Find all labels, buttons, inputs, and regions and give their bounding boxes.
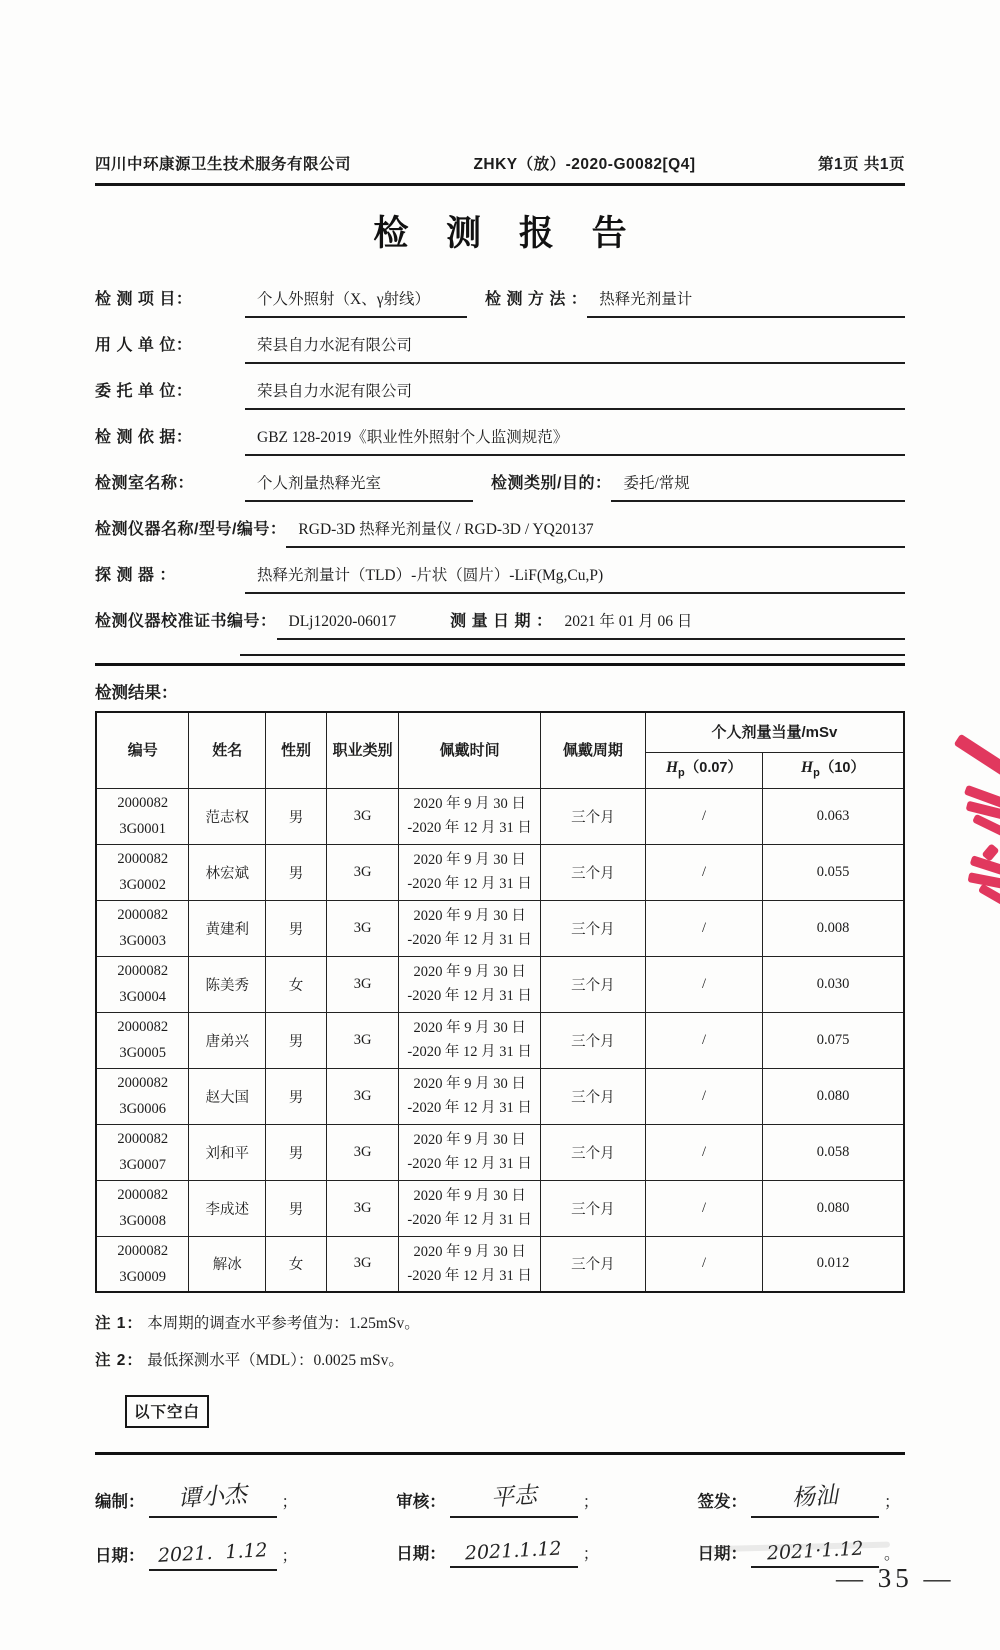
cell-name: 唐弟兴: [189, 1012, 266, 1068]
field-label: 检 测 项 目：: [95, 291, 193, 308]
cell-period: 三个月: [540, 956, 645, 1012]
cell-wear-time: 2020 年 9 月 30 日 -2020 年 12 月 31 日: [399, 1124, 540, 1180]
reviewed-date: 2021.1.12: [464, 1537, 563, 1565]
cell-name: 陈美秀: [189, 956, 266, 1012]
cell-no: 2000082 3G0003: [96, 900, 189, 956]
prepared-by-signature: 谭小杰: [177, 1481, 248, 1513]
separator-thin-rule: [240, 654, 905, 656]
cell-period: 三个月: [540, 1124, 645, 1180]
cell-period: 三个月: [540, 900, 645, 956]
note-label: 注 1：: [95, 1315, 143, 1332]
cell-job: 3G: [326, 1068, 399, 1124]
cell-hp10: 0.055: [763, 844, 904, 900]
field-label: 检测仪器校准证书编号：: [95, 613, 277, 630]
cell-hp10: 0.058: [763, 1124, 904, 1180]
cell-wear-time: 2020 年 9 月 30 日 -2020 年 12 月 31 日: [399, 900, 540, 956]
cell-hp10: 0.030: [763, 956, 904, 1012]
note-label: 注 2：: [95, 1352, 143, 1369]
cell-period: 三个月: [540, 1236, 645, 1292]
cell-hp10: 0.063: [763, 788, 904, 844]
col-header-hp007: $H_p(0.07)$: [645, 752, 762, 788]
cell-hp007: /: [645, 956, 762, 1012]
cell-hp007: /: [645, 1236, 762, 1292]
cell-wear-time: 2020 年 9 月 30 日 -2020 年 12 月 31 日: [399, 956, 540, 1012]
cell-no: 2000082 3G0008: [96, 1180, 189, 1236]
cell-job: 3G: [326, 900, 399, 956]
cell-period: 三个月: [540, 844, 645, 900]
field-value: 个人外照射（X、γ射线）: [245, 287, 467, 318]
cell-period: 三个月: [540, 788, 645, 844]
cell-no: 2000082 3G0001: [96, 788, 189, 844]
cell-sex: 男: [266, 900, 327, 956]
table-row: [96, 900, 904, 956]
cell-name: 范志权: [189, 788, 266, 844]
cell-hp007: /: [645, 1124, 762, 1180]
table-row: [96, 956, 904, 1012]
field-row-detector: [95, 562, 905, 594]
field-label: 检 测 方 法 ：: [485, 291, 588, 308]
field-row-lab: [95, 470, 905, 502]
field-row-employer: [95, 332, 905, 364]
field-label: 检 测 依 据：: [95, 429, 193, 446]
cell-no: 2000082 3G0007: [96, 1124, 189, 1180]
punctuation: ；: [883, 1494, 900, 1511]
cell-sex: 男: [266, 1180, 327, 1236]
cell-job: 3G: [326, 788, 399, 844]
cell-job: 3G: [326, 1236, 399, 1292]
cell-sex: 男: [266, 1012, 327, 1068]
field-value: 热释光剂量计: [587, 287, 905, 318]
prepared-by-label: 编制：: [95, 1493, 145, 1511]
table-row: [96, 1236, 904, 1292]
field-value: 2021 年 01 月 06 日: [564, 613, 693, 630]
cell-hp10: 0.012: [763, 1236, 904, 1292]
cell-sex: 男: [266, 1068, 327, 1124]
field-value: 荣县自力水泥有限公司: [245, 333, 905, 364]
book-page-number: — 35 —: [836, 1563, 955, 1593]
field-label: 委 托 单 位：: [95, 383, 193, 400]
cell-hp10: 0.075: [763, 1012, 904, 1068]
cell-wear-time: 2020 年 9 月 30 日 -2020 年 12 月 31 日: [399, 844, 540, 900]
issued-by-label: 签发：: [697, 1493, 747, 1511]
cell-name: 黄建利: [189, 900, 266, 956]
field-value: 热释光剂量计（TLD）-片状（圆片）-LiF(Mg,Cu,P): [245, 563, 905, 594]
punctuation: ；: [281, 1548, 298, 1565]
prepared-date-line: [149, 1540, 277, 1571]
field-row-client: [95, 378, 905, 410]
table-row: [96, 1124, 904, 1180]
col-header-sex: 性别: [266, 712, 327, 788]
note-2: [95, 1348, 905, 1370]
col-header-period: 佩戴周期: [540, 712, 645, 788]
table-row: [96, 844, 904, 900]
doc-number: ZHKY（放）-2020-G0082[Q4]: [473, 156, 696, 173]
cell-job: 3G: [326, 1124, 399, 1180]
signature-col-reviewed: [396, 1481, 599, 1593]
col-header-wear-time: 佩戴时间: [399, 712, 540, 788]
cell-no: 2000082 3G0006: [96, 1068, 189, 1124]
date-label: 日期：: [95, 1547, 145, 1565]
note-1: [95, 1311, 905, 1333]
field-row-basis: [95, 424, 905, 456]
cell-period: 三个月: [540, 1180, 645, 1236]
doc-header: [95, 152, 905, 174]
cell-name: 解冰: [189, 1236, 266, 1292]
cell-no: 2000082 3G0009: [96, 1236, 189, 1292]
field-label: 用 人 单 位：: [95, 337, 193, 354]
cell-period: 三个月: [540, 1068, 645, 1124]
cell-hp007: /: [645, 900, 762, 956]
cell-job: 3G: [326, 1012, 399, 1068]
blank-below-box: 以下空白: [125, 1395, 209, 1428]
table-row: [96, 788, 904, 844]
date-label: 日期：: [396, 1545, 446, 1563]
cell-name: 林宏斌: [189, 844, 266, 900]
table-row: [96, 1012, 904, 1068]
cell-hp10: 0.080: [763, 1068, 904, 1124]
cell-no: 2000082 3G0002: [96, 844, 189, 900]
col-header-no: 编号: [96, 712, 189, 788]
field-value: DLj12020-06017: [288, 613, 397, 630]
page-info: 第1页 共1页: [817, 156, 905, 173]
reviewed-by-label: 审核：: [396, 1493, 446, 1511]
table-row: [96, 1180, 904, 1236]
col-header-name: 姓名: [189, 712, 266, 788]
cell-wear-time: 2020 年 9 月 30 日 -2020 年 12 月 31 日: [399, 1236, 540, 1292]
cell-sex: 男: [266, 844, 327, 900]
fields-section: [95, 286, 905, 640]
note-text: 本周期的调查水平参考值为：1.25mSv。: [147, 1315, 420, 1332]
cell-job: 3G: [326, 844, 399, 900]
cell-hp007: /: [645, 1180, 762, 1236]
prepared-by-signature-line: [149, 1481, 277, 1518]
col-header-job: 职业类别: [326, 712, 399, 788]
cell-wear-time: 2020 年 9 月 30 日 -2020 年 12 月 31 日: [399, 1012, 540, 1068]
field-row-test-item: [95, 286, 905, 318]
cell-no: 2000082 3G0004: [96, 956, 189, 1012]
cell-wear-time: 2020 年 9 月 30 日 -2020 年 12 月 31 日: [399, 1180, 540, 1236]
note-text: 最低探测水平（MDL）：0.0025 mSv。: [147, 1352, 404, 1369]
field-label: 探 测 器 ：: [95, 567, 176, 584]
issued-by-signature-line: [751, 1481, 879, 1518]
field-value: 个人剂量热释光室: [245, 471, 473, 502]
cell-job: 3G: [326, 956, 399, 1012]
col-header-dose: 个人剂量当量/mSv: [645, 712, 904, 752]
results-label: 检测结果：: [95, 684, 178, 702]
issued-by-signature: 杨汕: [791, 1482, 839, 1512]
separator-thick-rule: [95, 663, 905, 666]
company-name: 四川中环康源卫生技术服务有限公司: [95, 156, 352, 173]
cell-hp007: /: [645, 788, 762, 844]
notes-section: [95, 1311, 905, 1370]
signature-col-prepared: [95, 1481, 298, 1593]
col-header-hp10: $H_p(10)$: [763, 752, 904, 788]
cell-sex: 男: [266, 1124, 327, 1180]
field-value: RGD-3D 热释光剂量仪 / RGD-3D / YQ20137: [286, 517, 905, 548]
cell-name: 李成述: [189, 1180, 266, 1236]
field-label: 检测类别/目的：: [491, 475, 612, 492]
reviewed-date-line: [450, 1537, 578, 1568]
cell-no: 2000082 3G0005: [96, 1012, 189, 1068]
cell-name: 赵大国: [189, 1068, 266, 1124]
date-label: 日期：: [697, 1545, 747, 1563]
cell-wear-time: 2020 年 9 月 30 日 -2020 年 12 月 31 日: [399, 788, 540, 844]
signature-section: [95, 1481, 900, 1593]
cell-period: 三个月: [540, 1012, 645, 1068]
field-line: [277, 608, 905, 640]
cell-name: 刘和平: [189, 1124, 266, 1180]
cell-hp10: 0.080: [763, 1180, 904, 1236]
cell-wear-time: 2020 年 9 月 30 日 -2020 年 12 月 31 日: [399, 1068, 540, 1124]
report-title: 检 测 报 告: [373, 214, 641, 253]
reviewed-by-signature-line: [450, 1481, 578, 1518]
table-header-row: [96, 712, 904, 752]
cell-hp007: /: [645, 1012, 762, 1068]
table-row: [96, 1068, 904, 1124]
issued-date: 2021·1.12: [765, 1537, 864, 1565]
punctuation: ；: [281, 1494, 298, 1511]
field-value: 委托/常规: [611, 471, 905, 502]
punctuation: ；: [582, 1494, 599, 1511]
field-value: 荣县自力水泥有限公司: [245, 379, 905, 410]
prepared-date: 2021．1.12: [157, 1539, 268, 1567]
field-row-instrument: [95, 516, 905, 548]
cell-hp007: /: [645, 1068, 762, 1124]
cell-sex: 女: [266, 956, 327, 1012]
header-rule: [95, 183, 905, 186]
cell-hp007: /: [645, 844, 762, 900]
punctuation: ；: [582, 1546, 599, 1563]
field-row-certificate: [95, 608, 905, 640]
red-stamp-fragment: [954, 734, 1000, 780]
cell-sex: 女: [266, 1236, 327, 1292]
cell-job: 3G: [326, 1180, 399, 1236]
field-value: GBZ 128-2019《职业性外照射个人监测规范》: [245, 425, 905, 456]
results-table: [95, 711, 905, 1293]
cell-sex: 男: [266, 788, 327, 844]
cell-hp10: 0.008: [763, 900, 904, 956]
signature-separator-rule: [95, 1452, 905, 1455]
field-label: 测 量 日 期 ：: [450, 613, 553, 630]
reviewed-by-signature: 平志: [489, 1482, 538, 1512]
field-label: 检测室名称：: [95, 475, 195, 492]
field-label: 检测仪器名称/型号/编号：: [95, 521, 287, 538]
punctuation: 。: [883, 1546, 900, 1563]
